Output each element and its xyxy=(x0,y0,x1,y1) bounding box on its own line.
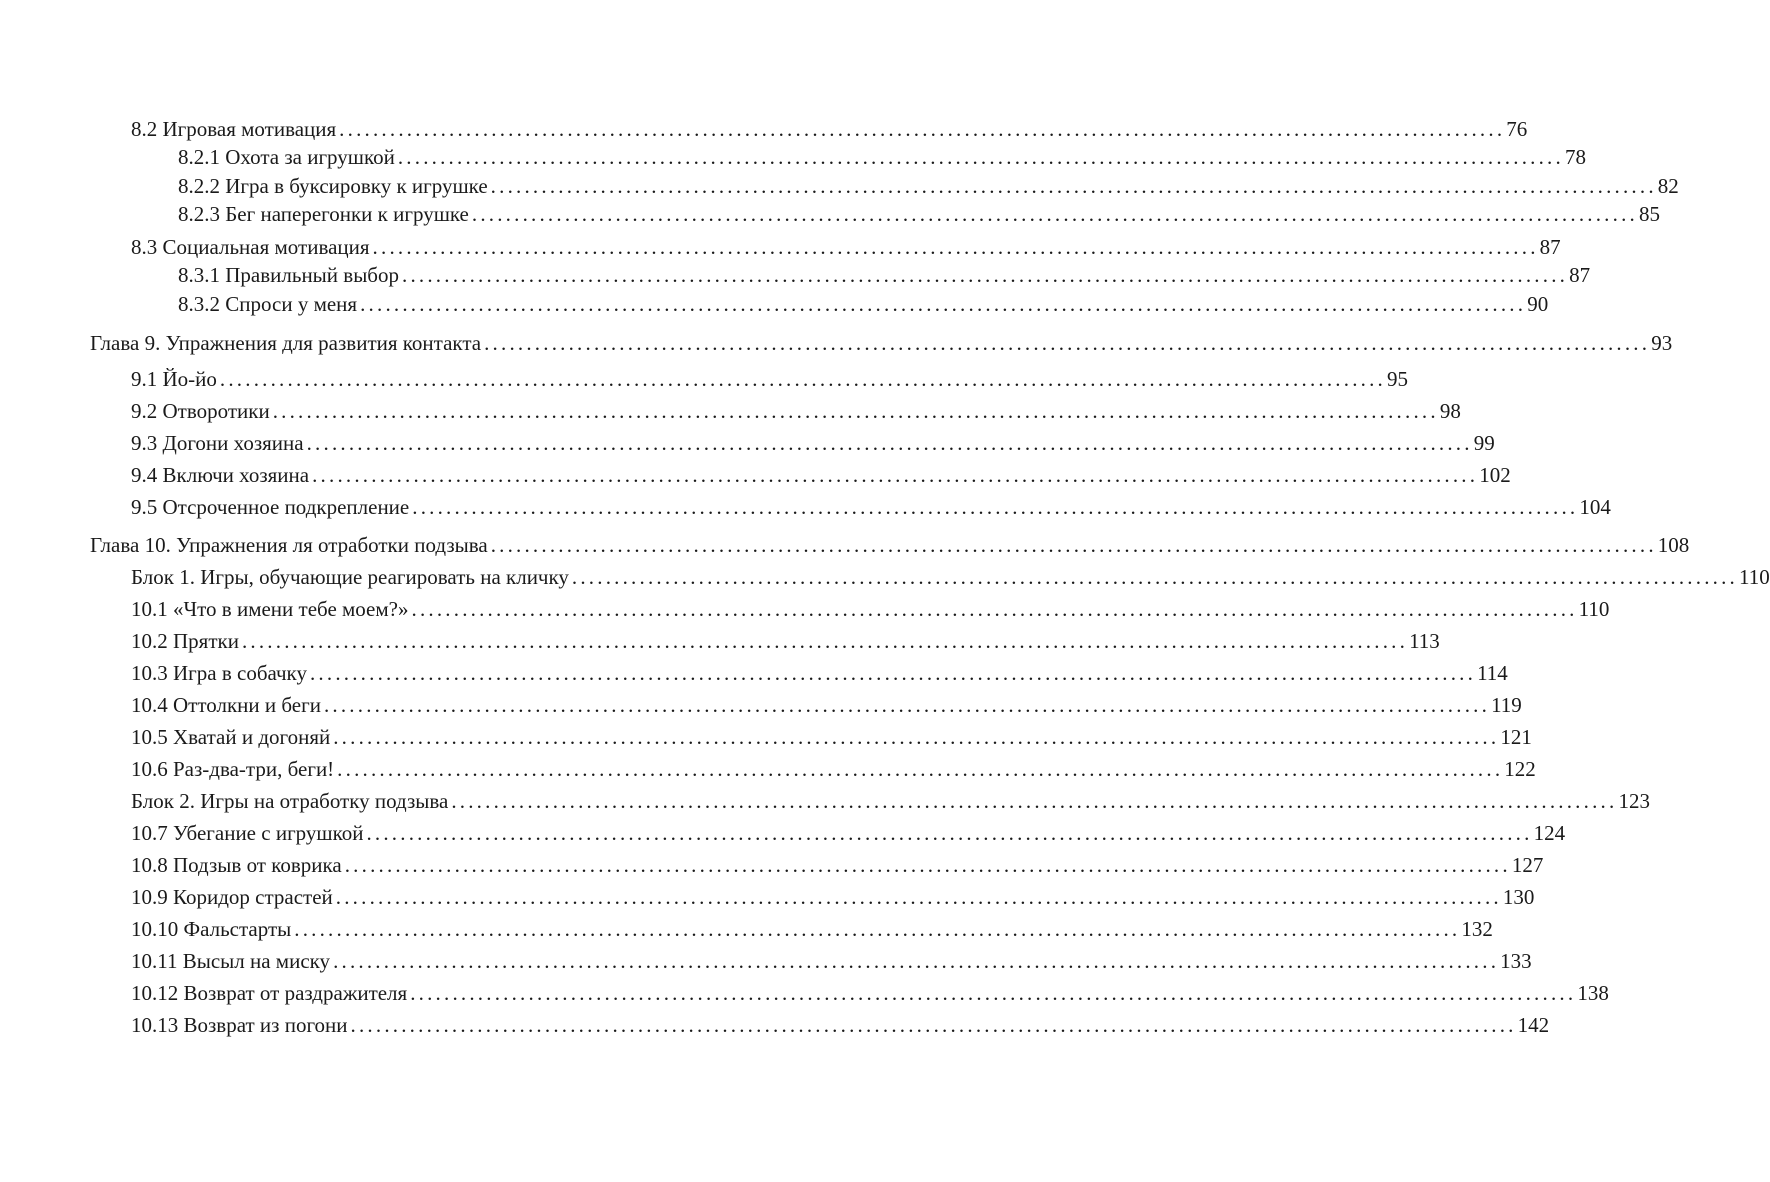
toc-entry-page-number: 122 xyxy=(1504,757,1536,781)
toc-entry-title: 10.1 «Что в имени тебе моем?» xyxy=(131,597,409,621)
toc-entry-page-number: 87 xyxy=(1539,235,1561,259)
toc-entry[interactable] xyxy=(131,658,1508,688)
dot-leader: .......................................................................................................................................... xyxy=(410,981,1577,1005)
toc-entry-title: 10.6 Раз-два-три, беги! xyxy=(131,757,335,781)
toc-entry[interactable] xyxy=(131,428,1495,458)
dot-leader: .......................................................................................................................................... xyxy=(360,292,1527,316)
toc-entry-page-number: 114 xyxy=(1477,661,1508,685)
toc-entry-title: 8.2.2 Игра в буксировку к игрушке xyxy=(178,174,488,198)
dot-leader: .......................................................................................................................................... xyxy=(571,565,1739,589)
toc-entry-title: 8.2.1 Охота за игрушкой xyxy=(178,145,395,169)
dot-leader: .......................................................................................................................................... xyxy=(339,117,1506,141)
toc-entry-page-number: 76 xyxy=(1506,117,1528,141)
toc-entry[interactable] xyxy=(131,786,1650,816)
toc-entry-title: 10.13 Возврат из погони xyxy=(131,1013,348,1037)
dot-leader: .......................................................................................................................................... xyxy=(335,885,1502,909)
toc-entry-page-number: 110 xyxy=(1578,597,1610,621)
toc-entry-page-number: 90 xyxy=(1527,292,1549,316)
dot-leader: .......................................................................................................................................... xyxy=(312,463,1479,487)
dot-leader: .......................................................................................................................................... xyxy=(366,821,1533,845)
dot-leader: .......................................................................................................................................... xyxy=(333,949,1500,973)
toc-entry-page-number: 119 xyxy=(1491,693,1522,717)
toc-entry[interactable] xyxy=(90,328,1673,358)
dot-leader: .......................................................................................................................................... xyxy=(337,757,1504,781)
toc-entry-page-number: 82 xyxy=(1657,174,1679,198)
toc-entry[interactable] xyxy=(131,460,1511,490)
toc-entry[interactable] xyxy=(131,978,1609,1008)
toc-entry-title: 10.4 Оттолкни и беги xyxy=(131,693,321,717)
toc-entry-page-number: 123 xyxy=(1618,789,1650,813)
toc-entry[interactable] xyxy=(131,850,1544,880)
toc-entry[interactable] xyxy=(131,364,1409,394)
toc-entry-page-number: 98 xyxy=(1439,399,1461,423)
toc-entry-title: 10.10 Фальстарты xyxy=(131,917,292,941)
dot-leader: .......................................................................................................................................... xyxy=(490,174,1657,198)
toc-entry[interactable] xyxy=(131,562,1770,592)
toc-entry[interactable] xyxy=(131,594,1610,624)
dot-leader: .......................................................................................................................................... xyxy=(294,917,1461,941)
dot-leader: .......................................................................................................................................... xyxy=(323,693,1491,717)
toc-entry-page-number: 87 xyxy=(1569,263,1591,287)
toc-entry-title: 10.7 Убегание с игрушкой xyxy=(131,821,364,845)
toc-entry-page-number: 142 xyxy=(1517,1013,1550,1037)
dot-leader: .......................................................................................................................................... xyxy=(451,789,1618,813)
toc-entry[interactable] xyxy=(131,914,1493,944)
toc-entry-title: 10.11 Высыл на миску xyxy=(131,949,331,973)
dot-leader: .......................................................................................................................................... xyxy=(241,629,1409,653)
toc-entry-title: 8.3 Социальная мотивация xyxy=(131,235,370,259)
dot-leader: .......................................................................................................................................... xyxy=(411,597,1578,621)
toc-entry[interactable] xyxy=(178,171,1679,201)
toc-entry[interactable] xyxy=(90,530,1690,560)
toc-entry-page-number: 78 xyxy=(1564,145,1586,169)
toc-entry-title: 10.9 Коридор страстей xyxy=(131,885,333,909)
toc-entry[interactable] xyxy=(131,754,1536,784)
toc-entry-page-number: 95 xyxy=(1387,367,1409,391)
toc-entry[interactable] xyxy=(131,818,1566,848)
toc-entry-title: 8.2.3 Бег наперегонки к игрушке xyxy=(178,202,469,226)
toc-entry[interactable] xyxy=(131,232,1561,262)
toc-entry[interactable] xyxy=(131,114,1528,144)
toc-entry-title: 10.3 Игра в собачку xyxy=(131,661,307,685)
toc-entry-page-number: 113 xyxy=(1409,629,1440,653)
toc-entry[interactable] xyxy=(131,690,1522,720)
toc-entry[interactable] xyxy=(178,199,1660,229)
toc-entry[interactable] xyxy=(178,260,1591,290)
dot-leader: .......................................................................................................................................... xyxy=(272,399,1439,423)
toc-entry-title: 9.5 Отсроченное подкрепление xyxy=(131,495,410,519)
toc-entry[interactable] xyxy=(131,396,1461,426)
dot-leader: .......................................................................................................................................... xyxy=(333,725,1500,749)
toc-entry-title: Глава 10. Упражнения ля отработки подзыва xyxy=(90,533,488,557)
dot-leader: .......................................................................................................................................... xyxy=(309,661,1477,685)
dot-leader: .......................................................................................................................................... xyxy=(471,202,1638,226)
toc-entry[interactable] xyxy=(178,142,1586,172)
dot-leader: .......................................................................................................................................... xyxy=(397,145,1564,169)
dot-leader: .......................................................................................................................................... xyxy=(484,331,1651,355)
toc-entry-title: Блок 1. Игры, обучающие реагировать на кличку xyxy=(131,565,569,589)
toc-entry-page-number: 102 xyxy=(1479,463,1511,487)
dot-leader: .......................................................................................................................................... xyxy=(490,533,1657,557)
toc-entry-title: Блок 2. Игры на отработку подзыва xyxy=(131,789,449,813)
toc-entry-title: 10.5 Хватай и догоняй xyxy=(131,725,331,749)
toc-entry[interactable] xyxy=(131,1010,1550,1040)
toc-entry-page-number: 121 xyxy=(1500,725,1532,749)
dot-leader: .......................................................................................................................................... xyxy=(306,431,1473,455)
toc-entry-page-number: 127 xyxy=(1511,853,1544,877)
toc-entry-title: 8.3.2 Спроси у меня xyxy=(178,292,358,316)
toc-entry-page-number: 130 xyxy=(1502,885,1535,909)
toc-entry-title: 10.8 Подзыв от коврика xyxy=(131,853,342,877)
toc-entry-title: 9.1 Йо-йо xyxy=(131,367,217,391)
toc-entry-page-number: 108 xyxy=(1657,533,1690,557)
toc-entry[interactable] xyxy=(178,289,1549,319)
toc-entry[interactable] xyxy=(131,492,1611,522)
toc-entry-title: 8.2 Игровая мотивация xyxy=(131,117,337,141)
toc-entry-page-number: 93 xyxy=(1651,331,1673,355)
toc-entry[interactable] xyxy=(131,946,1532,976)
toc-entry-page-number: 138 xyxy=(1577,981,1609,1005)
toc-entry[interactable] xyxy=(131,722,1532,752)
dot-leader: .......................................................................................................................................... xyxy=(344,853,1511,877)
toc-entry-title: 9.2 Отворотики xyxy=(131,399,270,423)
toc-entry-page-number: 133 xyxy=(1500,949,1532,973)
toc-entry-page-number: 110 xyxy=(1739,565,1770,589)
toc-entry-title: 10.2 Прятки xyxy=(131,629,239,653)
toc-entry-title: Глава 9. Упражнения для развития контакта xyxy=(90,331,482,355)
dot-leader: .......................................................................................................................................... xyxy=(372,235,1539,259)
toc-entry[interactable] xyxy=(131,882,1535,912)
toc-entry-page-number: 85 xyxy=(1638,202,1660,226)
toc-entry-page-number: 124 xyxy=(1533,821,1566,845)
toc-entry-title: 9.3 Догони хозяина xyxy=(131,431,304,455)
dot-leader: .......................................................................................................................................... xyxy=(219,367,1387,391)
toc-entry-page-number: 99 xyxy=(1473,431,1495,455)
toc-entry-title: 10.12 Возврат от раздражителя xyxy=(131,981,408,1005)
dot-leader: .......................................................................................................................................... xyxy=(402,263,1569,287)
dot-leader: .......................................................................................................................................... xyxy=(412,495,1579,519)
dot-leader: .......................................................................................................................................... xyxy=(350,1013,1517,1037)
toc-entry-title: 8.3.1 Правильный выбор xyxy=(178,263,399,287)
toc-entry-title: 9.4 Включи хозяина xyxy=(131,463,310,487)
toc-entry-page-number: 132 xyxy=(1461,917,1493,941)
toc-entry-page-number: 104 xyxy=(1579,495,1611,519)
toc-entry[interactable] xyxy=(131,626,1440,656)
